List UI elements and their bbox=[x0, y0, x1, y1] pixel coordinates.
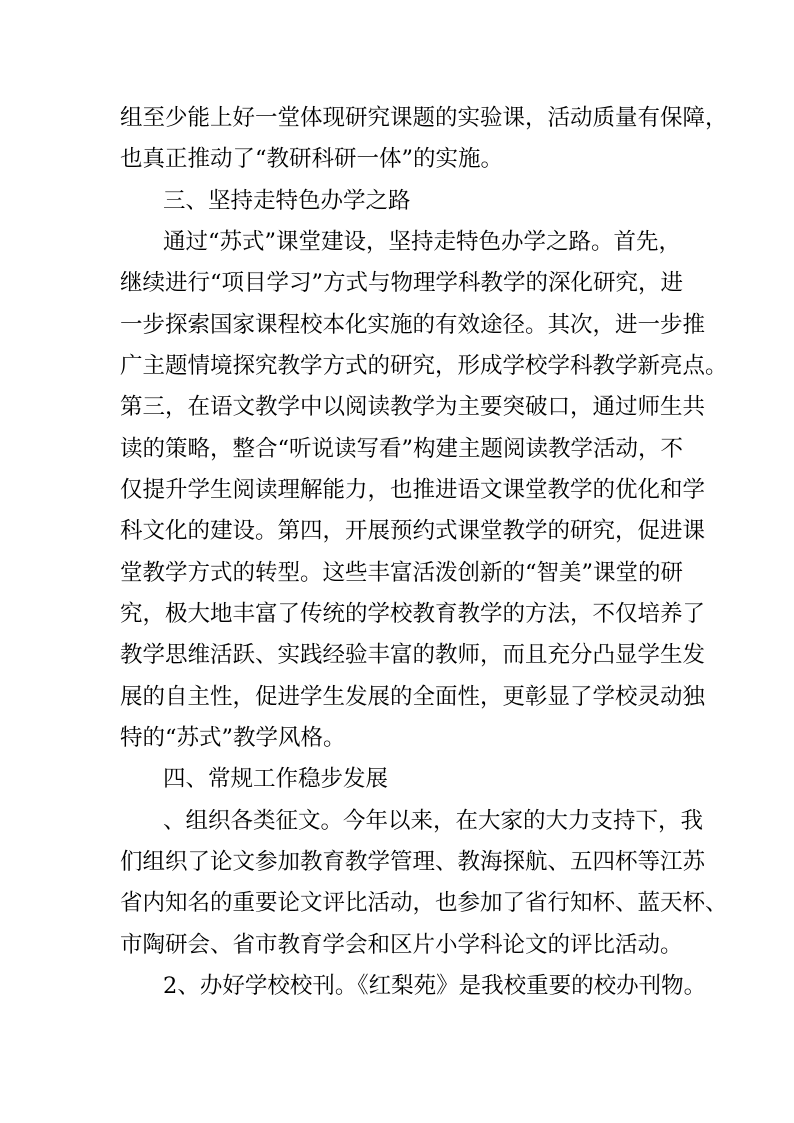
section-heading: 三、坚持走特色办学之路 bbox=[163, 188, 411, 214]
text-line: 展的自主性，促进学生发展的全面性，更彰显了学校灵动独 bbox=[120, 684, 706, 710]
text-line: 广主题情境探究教学方式的研究，形成学校学科教学新亮点。 bbox=[120, 353, 728, 379]
text-line: 教学思维活跃、实践经验丰富的教师，而且充分凸显学生发 bbox=[120, 642, 706, 668]
text-line: 、组织各类征文。今年以来，在大家的大力支持下，我 bbox=[163, 808, 704, 834]
text-line: 市陶研会、省市教育学会和区片小学科论文的评比活动。 bbox=[120, 932, 683, 958]
text-line: 一步探索国家课程校本化实施的有效途径。其次，进一步推 bbox=[120, 312, 706, 338]
section-heading: 四、常规工作稳步发展 bbox=[163, 766, 389, 792]
text-line: 2、办好学校校刊。《红梨苑》是我校重要的校办刊物。 bbox=[163, 973, 707, 999]
text-line: 究，极大地丰富了传统的学校教育教学的方法，不仅培养了 bbox=[120, 601, 706, 627]
text-line: 省内知名的重要论文评比活动，也参加了省行知杯、蓝天杯、 bbox=[120, 890, 728, 916]
text-line: 仅提升学生阅读理解能力，也推进语文课堂教学的优化和学 bbox=[120, 477, 706, 503]
text-line: 堂教学方式的转型。这些丰富活泼创新的“智美”课堂的研 bbox=[120, 560, 684, 586]
text-line: 通过“苏式”课堂建设，坚持走特色办学之路。首先， bbox=[163, 229, 682, 255]
text-line: 们组织了论文参加教育教学管理、教海探航、五四杯等江苏 bbox=[120, 849, 706, 875]
text-line: 组至少能上好一堂体现研究课题的实验课，活动质量有保障， bbox=[120, 105, 728, 131]
text-line: 继续进行“项目学习”方式与物理学科教学的深化研究，进 bbox=[120, 270, 684, 296]
text-line: 特的“苏式”教学风格。 bbox=[120, 725, 346, 751]
text-line: 科文化的建设。第四，开展预约式课堂教学的研究，促进课 bbox=[120, 518, 706, 544]
text-line: 也真正推动了“教研科研一体”的实施。 bbox=[120, 146, 504, 172]
text-line: 第三，在语文教学中以阅读教学为主要突破口，通过师生共 bbox=[120, 394, 706, 420]
text-line: 读的策略，整合“听说读写看”构建主题阅读教学活动，不 bbox=[120, 436, 684, 462]
